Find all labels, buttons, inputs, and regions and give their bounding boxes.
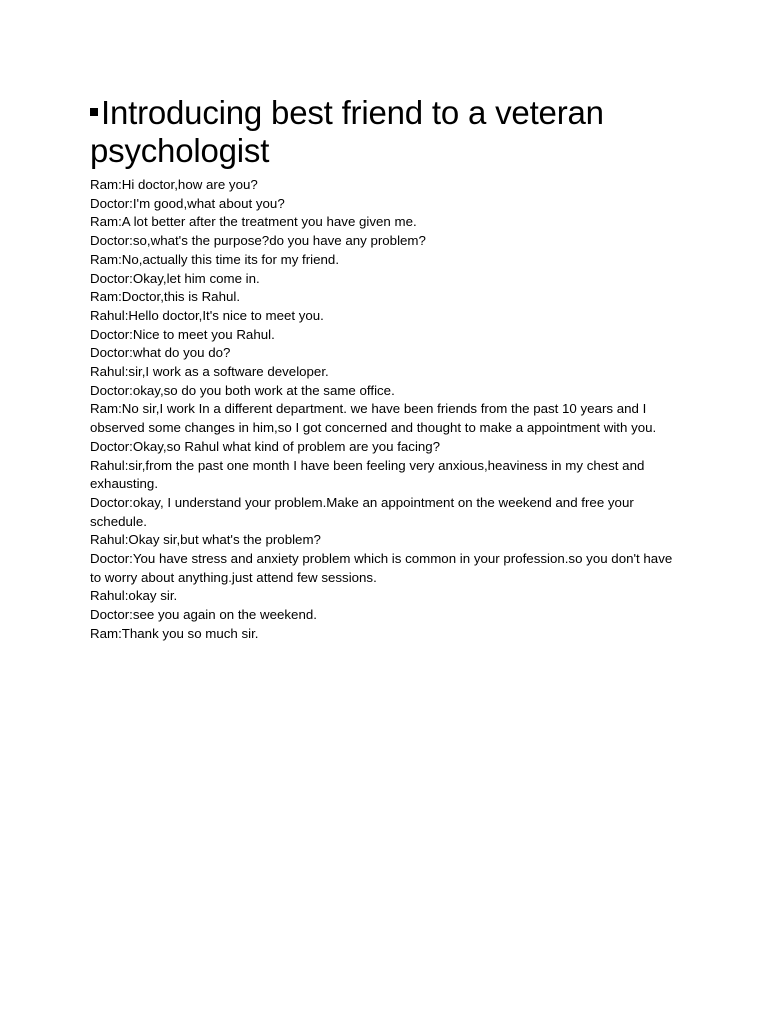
dialogue-line: Doctor:I'm good,what about you? — [90, 195, 285, 211]
dialogue-line: Ram:A lot better after the treatment you have given me. — [90, 214, 417, 230]
dialogue-line: Doctor:You have stress and anxiety problem which is common in your profession.so you don't have to worry about anything.just attend few sessions. — [90, 551, 673, 585]
dialogue-line: Doctor:so,what's the purpose?do you have any problem? — [90, 233, 426, 249]
dialogue-line: Ram:Thank you so much sir. — [90, 625, 259, 641]
document-title-heading — [90, 94, 680, 170]
dialogue-line: Doctor:Nice to meet you Rahul. — [90, 326, 275, 342]
dialogue-text — [90, 176, 680, 644]
dialogue-line: Rahul:Okay sir,but what's the problem? — [90, 532, 321, 548]
dialogue-line: Ram:No sir,I work In a different department. we have been friends from the past 10 years and I observed some changes in him,so I got concerned and thought to make a appointment with you. — [90, 401, 657, 436]
dialogue-line: Doctor:see you again on the weekend. — [90, 607, 317, 623]
dialogue-line: Doctor:Okay,let him come in. — [90, 270, 260, 286]
dialogue-line: Rahul:sir,from the past one month I have been feeling very anxious,heaviness in my chest and exhausting. — [90, 457, 645, 492]
dialogue-line: Doctor:what do you do? — [90, 345, 231, 361]
document-page — [90, 94, 680, 644]
dialogue-line: Doctor:okay, I understand your problem.Make an appointment on the weekend and free your schedule. — [90, 494, 634, 529]
dialogue-line: Rahul:okay sir. — [90, 588, 178, 604]
dialogue-line: Ram:Hi doctor,how are you? — [90, 177, 258, 192]
dialogue-line: Doctor:okay,so do you both work at the same office. — [90, 382, 395, 398]
dialogue-line: Ram:Doctor,this is Rahul. — [90, 289, 241, 305]
square-bullet-icon — [90, 108, 98, 116]
dialogue-line: Doctor:Okay,so Rahul what kind of problem are you facing? — [90, 438, 441, 454]
document-title: Introducing best friend to a veteran psychologist — [90, 94, 604, 169]
dialogue-line: Ram:No,actually this time its for my friend. — [90, 251, 340, 267]
dialogue-line: Rahul:sir,I work as a software developer. — [90, 364, 329, 380]
dialogue-line: Rahul:Hello doctor,It's nice to meet you. — [90, 307, 324, 323]
